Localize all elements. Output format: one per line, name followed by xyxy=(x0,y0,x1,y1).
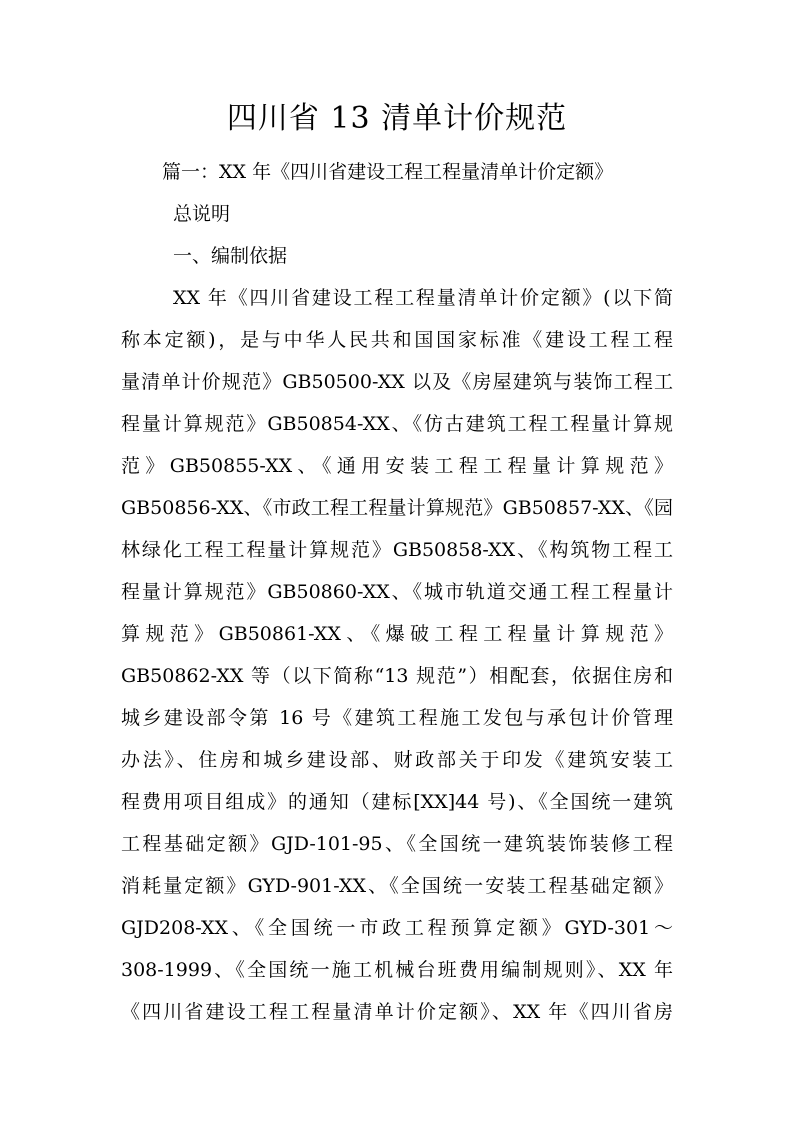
paragraph-line: 称本定额)，是与中华人民共和国国家标准《建设工程工程 xyxy=(121,329,673,351)
paragraph-line: 工程基础定额》GJD-101-95、《全国统一建筑装饰装修工程 xyxy=(121,833,673,855)
paragraph-line: 308-1999、《全国统一施工机械台班费用编制规则》、XX 年 xyxy=(121,959,673,981)
paragraph-line: 程费用项目组成》的通知（建标[XX]44 号)、《全国统一建筑 xyxy=(121,791,673,813)
paragraph-line: 算规范》GB50861-XX、《爆破工程工程量计算规范》 xyxy=(121,623,673,645)
paragraph-line: GB50856-XX、《市政工程工程量计算规范》GB50857-XX、《园 xyxy=(121,497,673,519)
paragraph-line: XX 年《四川省建设工程工程量清单计价定额》(以下简 xyxy=(173,287,673,309)
paragraph-line: 《四川省建设工程工程量清单计价定额》、XX 年《四川省房 xyxy=(121,1001,673,1023)
paragraph-line: GJD208-XX、《全国统一市政工程预算定额》GYD-301～ xyxy=(121,917,673,939)
paragraph-line: 程量计算规范》GB50860-XX、《城市轨道交通工程工程量计 xyxy=(121,581,673,603)
paragraph-line: 林绿化工程工程量计算规范》GB50858-XX、《构筑物工程工 xyxy=(121,539,673,561)
paragraph-line: 消耗量定额》GYD-901-XX、《全国统一安装工程基础定额》 xyxy=(121,875,673,897)
paragraph-line: 城乡建设部令第 16 号《建筑工程施工发包与承包计价管理 xyxy=(121,707,673,729)
paragraph-line: 范》GB50855-XX、《通用安装工程工程量计算规范》 xyxy=(121,455,673,477)
paragraph-line: 程量计算规范》GB50854-XX、《仿古建筑工程工程量计算规 xyxy=(121,413,673,435)
paragraph-line: 量清单计价规范》GB50500-XX 以及《房屋建筑与装饰工程工 xyxy=(121,371,673,393)
document-title: 四川省 13 清单计价规范 xyxy=(226,101,568,136)
paragraph-line: GB50862-XX 等（以下简称“13 规范”）相配套，依据住房和 xyxy=(121,665,673,687)
document-subtitle: 篇一：XX 年《四川省建设工程工程量清单计价定额》 xyxy=(162,161,614,183)
section-heading-general: 总说明 xyxy=(173,203,231,225)
paragraph-line: 办法》、住房和城乡建设部、财政部关于印发《建筑安装工 xyxy=(121,749,673,771)
section-heading-basis: 一、编制依据 xyxy=(173,245,288,267)
